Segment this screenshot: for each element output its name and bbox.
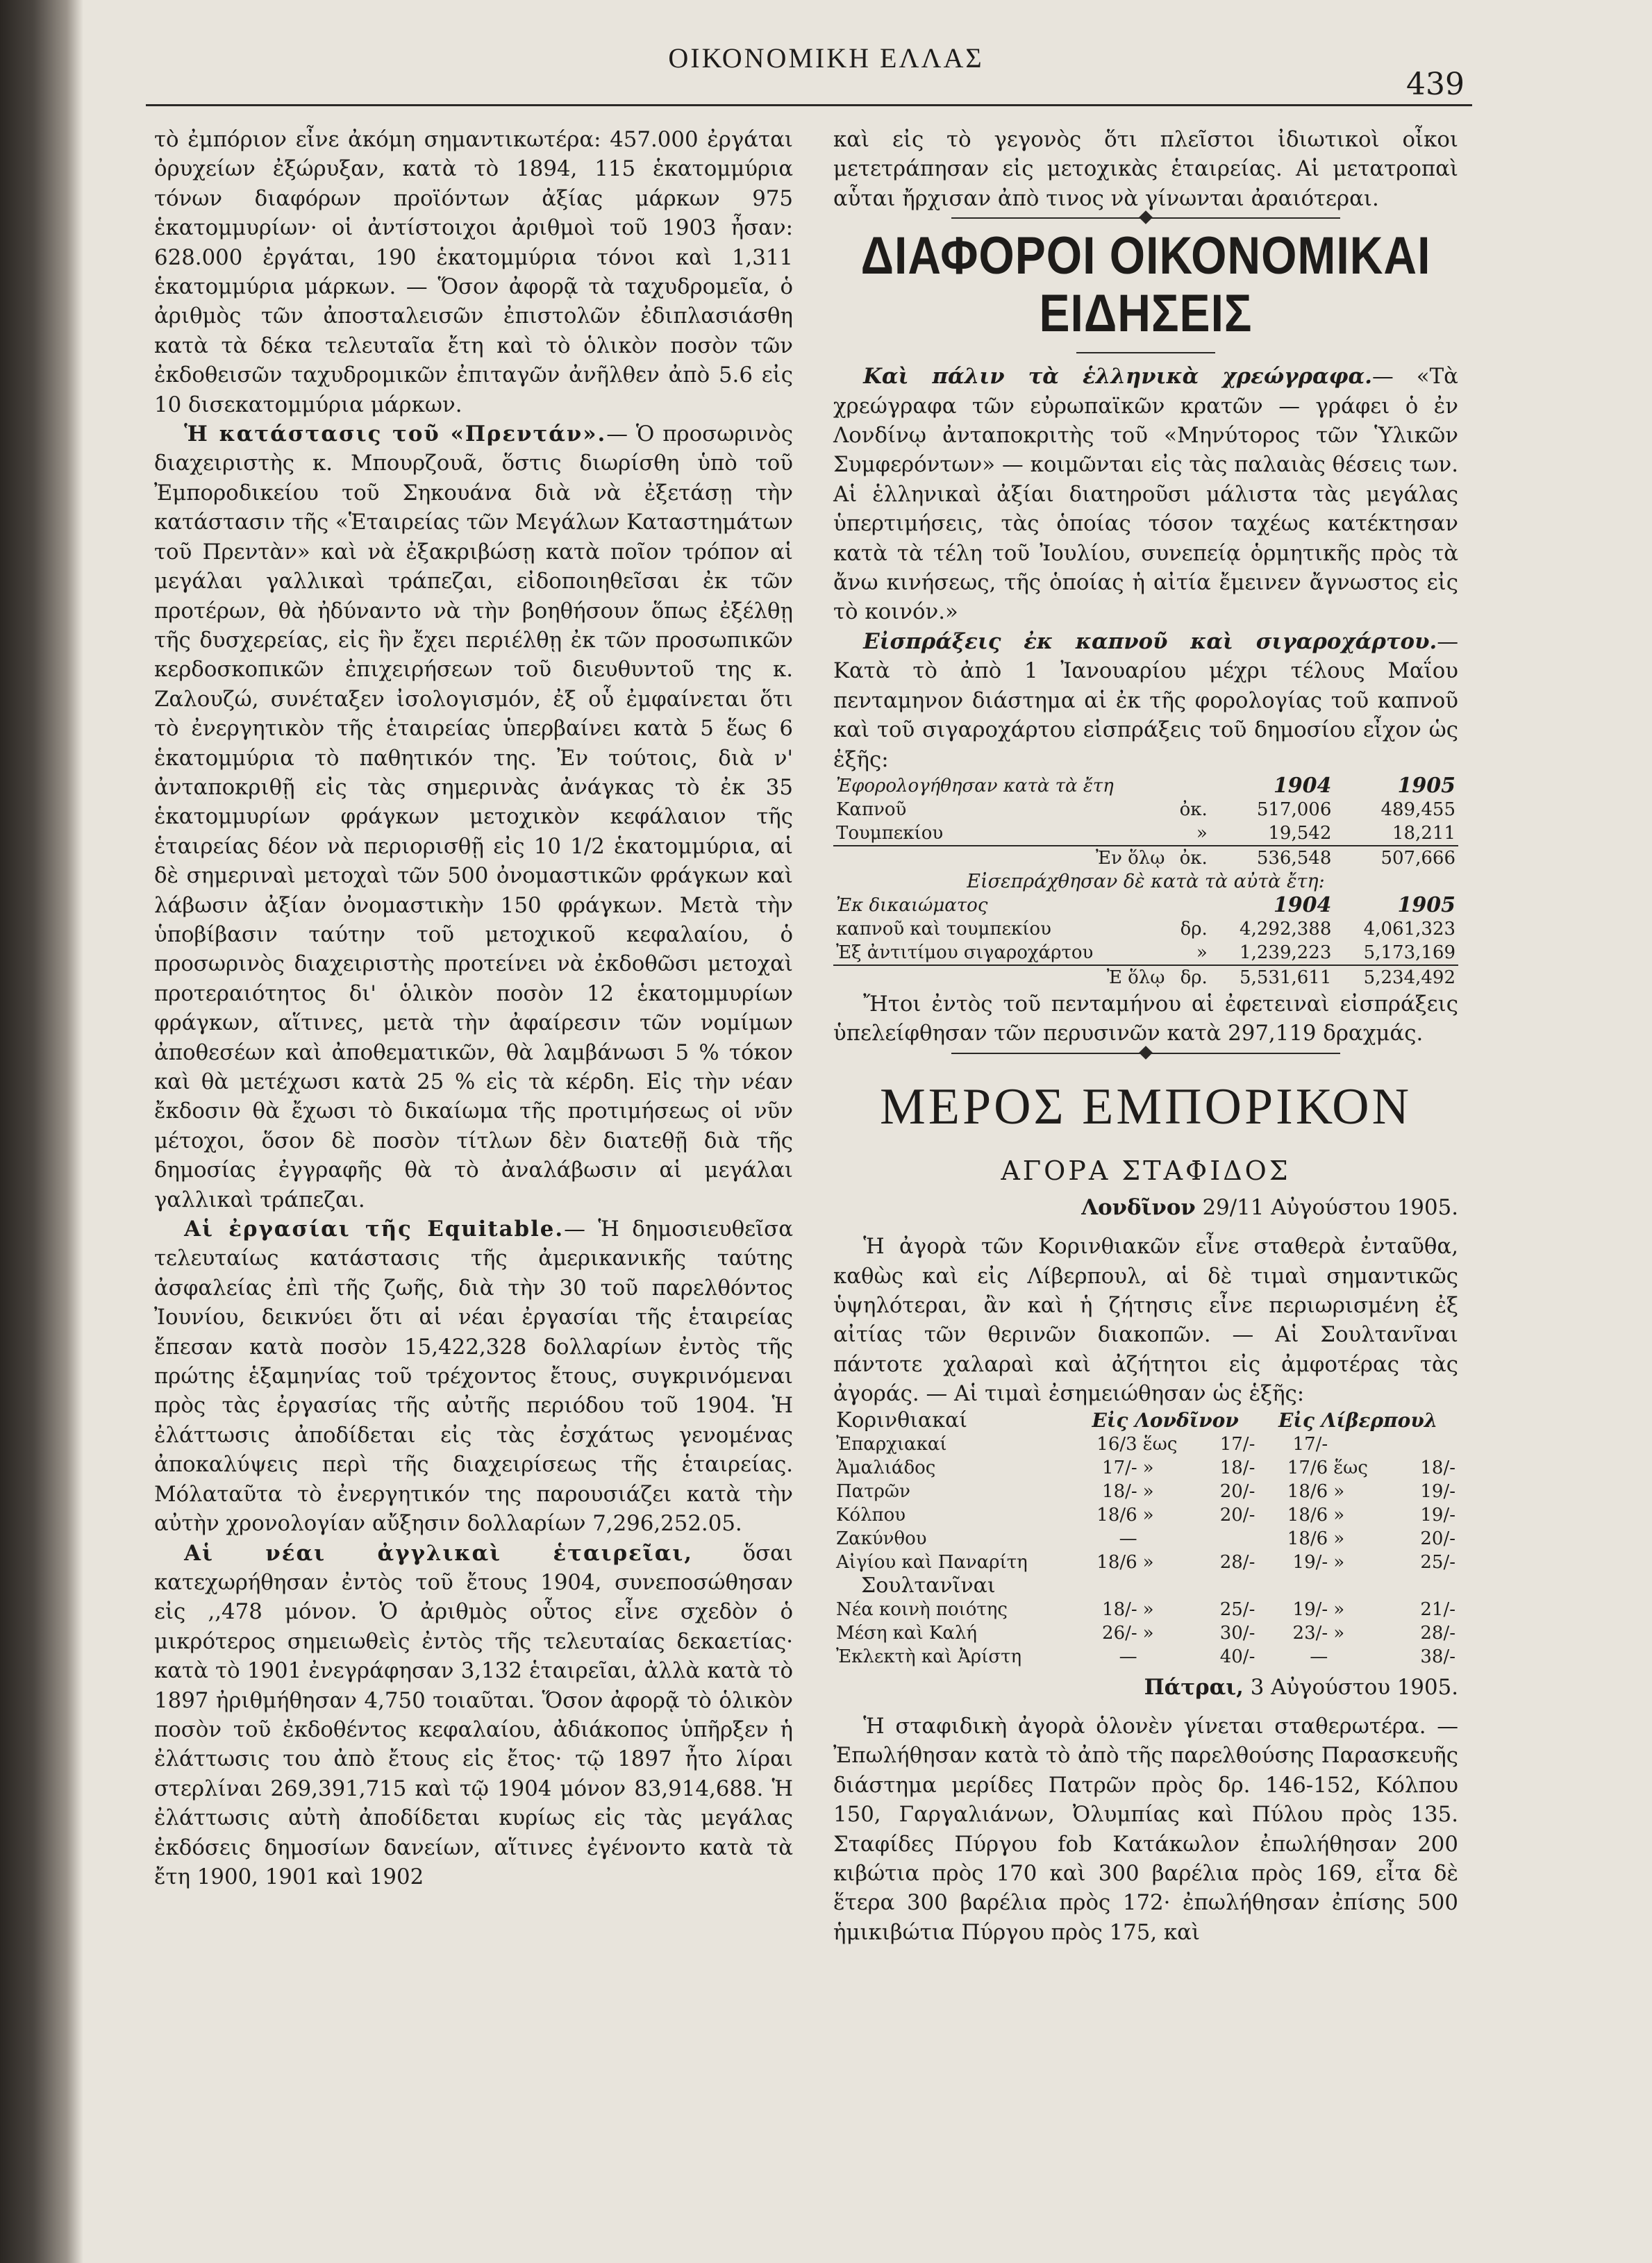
row-unit: »	[1196, 822, 1208, 844]
paragraph-english-companies	[154, 1539, 793, 1892]
liverpool-high: 28/-	[1420, 1622, 1455, 1644]
row-label: Κόλπου	[836, 1504, 906, 1526]
running-title: ΟΙΚΟΝΟΜΙΚΗ ΕΛΛΑΣ	[668, 42, 984, 74]
currant-table-head	[833, 1409, 1458, 1433]
table-row	[833, 1456, 1458, 1480]
total-unit: ὀκ.	[1167, 846, 1210, 870]
total-label: Ἐν ὅλῳ	[833, 846, 1167, 870]
dateline-place: Λονδῖνον	[1081, 1194, 1196, 1220]
row-label: Πατρῶν	[836, 1480, 910, 1502]
table-row	[833, 1433, 1458, 1456]
row-value-b: 489,455	[1380, 799, 1455, 820]
table-row	[833, 798, 1458, 821]
run-in-heading-greek-bonds: Καὶ πάλιν τὰ ἑλληνικὰ χρεώγραφα.	[863, 364, 1372, 390]
dateline-date: 29/11 Αὐγούστου 1905.	[1202, 1194, 1458, 1220]
paragraph-tobacco-body: — Κατὰ τὸ ἀπὸ 1 Ἰανουαρίου μέχρι τέλους Μαΐου πενταμηνον διάστημα αἱ ἐκ τῆς φορολογίας τοῦ καπνοῦ καὶ τοῦ σιγαροχάρτου εἰσπράξεις τοῦ δημοσίου εἶχον ὡς ἑξῆς:	[833, 628, 1458, 772]
total-value-a: 536,548	[1210, 846, 1335, 870]
paragraph-english-companies-body: ὅσαι κατεχωρήθησαν ἐντὸς τοῦ ἔτους 1904, συνεποσώθησαν εἰς ,,478 μόνον. Ὁ ἀριθμὸς οὗτος εἶνε σχεδὸν ὁ μικρότερος σημειωθεὶς ἐντὸς τῆς τελευταίας δεκαετίας· κατὰ τὸ 1901 ἐνεγράφησαν 3,132 ἑταιρεῖαι, ἀλλὰ κατὰ τὸ 1897 ἠριθμήθησαν 4,750 τοιαῦται. Ὅσον ἀφορᾷ τὸ ὁλικὸν ποσὸν τοῦ ἐκδοθέντος κεφαλαίου, ἀδιάκοπος ὑπῆρξεν ἡ ἐλάττωσις του ἀπὸ ἔτους εἰς ἔτος· τῷ 1897 ἦτο λίραι στερλίναι 269,391,715 καὶ τῷ 1904 μόνον 83,914,688. Ἡ ἐλάττωσις αὐτὴ ἀποδίδεται κυρίως εἰς τὰς μεγάλας ἐκδόσεις δημοσίων δανείων, αἵτινες ἐγένοντο κατὰ τὰ ἔτη 1900, 1901 καὶ 1902	[154, 1540, 793, 1889]
liverpool-high: 19/-	[1420, 1480, 1455, 1502]
book-spine-shadow	[0, 0, 83, 2263]
table-row	[833, 1527, 1458, 1551]
liverpool-low: 23/-	[1292, 1622, 1328, 1644]
paragraph-continuation: καὶ εἰς τὸ γεγονὸς ὅτι πλεῖστοι ἰδιωτικοὶ οἶκοι μετετράπησαν εἰς μετοχικὰς ἑταιρείας. Αἱ μετατροπαὶ αὗται ἤρχισαν ἀπὸ τινος νὰ γίνωνται ἀραιότεραι.	[833, 127, 1458, 211]
liverpool-sep	[1330, 1433, 1394, 1456]
table-total-row	[833, 846, 1458, 870]
row-value-a: 1,239,223	[1240, 942, 1332, 963]
table-row	[833, 1503, 1458, 1527]
paragraph-printemps-body: — Ὁ προσωρινὸς διαχειριστὴς κ. Μπουρζουᾶ, ὅστις διωρίσθη ὑπὸ τοῦ Ἐμποροδικείου τοῦ Σηκουάνα διὰ νὰ ἐξετάσῃ τὴν κατάστασιν τῆς «Ἑταιρείας τῶν Μεγάλων Καταστημάτων τοῦ Πρεντὰν» καὶ νὰ ἐξακριβώσῃ κατὰ ποῖον τρόπον αἱ μεγάλαι γαλλικαὶ τράπεζαι, εἰδοποιηθεῖσαι ἐκ τῶν προτέρων, θὰ ἠδύναντο νὰ τὴν βοηθήσουν ὅπως ἐξέλθῃ τῆς δυσχερείας, εἰς ἣν ἔχει περιέλθῃ ἐκ τῶν προσωπικῶν κερδοσκοπικῶν ἐπιχειρήσεων τοῦ διευθυντοῦ της κ. Ζαλουζώ, συνέταξεν ἰσολογισμόν, ἐξ οὗ ἐμφαίνεται ὅτι τὸ ἐνεργητικὸν τῆς ἑταιρείας ὑπερβαίνει κατὰ 5 ἕως 6 ἑκατομμύρια τὸ παθητικόν της. Ἐν τούτοις, διὰ ν' ἀνταποκριθῇ εἰς τὰς σημερινὰς ἀνάγκας τὸ ἐκ 35 ἑκατομμυρίων φράγκων μετοχικὸν κεφάλαιον τῆς ἑταιρείας δέον νὰ περιορισθῇ εἰς 10 1/2 ἑκατομμύρια, αἱ δὲ σημεριναὶ μετοχαὶ τῶν 500 ὀνομαστικῶν φράγκων καὶ λάβωσιν ἀξίαν ὀνομαστικὴν 150 φράγκων. Μετὰ τὴν ὑποβίβασιν ταύτην τοῦ μετοχικοῦ κεφαλαίου, ὁ προσωρινὸς διαχειριστὴς προτείνει νὰ ἐκδοθῶσι μετοχαὶ προτεραιότητος δι' ὁλικὸν ποσὸν 12 ἑκατομμυρίων φράγκων, αἵτινες, μετὰ τὴν ἀφαίρεσιν τῶν νομίμων ἀποθεσέων καὶ ἀποθεματικῶν, θὰ λαμβάνωσι 5 % τόκον καὶ θὰ μετέχωσι κατὰ 25 % εἰς τὰ κέρδη. Εἰς τὴν νέαν ἔκδοσιν θὰ ἔχωσι τὸ δικαίωμα τῆς προτιμήσεως οἱ νῦν μέτοχοι, ὅσον δὲ ποσὸν τίτλων δὲν διατεθῇ διὰ τῆς δημοσίας ἐγγραφῆς θὰ τὸ ἀναλάβωσιν αἱ μεγάλαι γαλλικαὶ τράπεζαι.	[154, 421, 793, 1212]
liverpool-low: 18/6	[1287, 1480, 1328, 1502]
paragraph-patras-market: Ἡ σταφιδικὴ ἀγορὰ ὁλονὲν γίνεται σταθερωτέρα. — Ἐπωλήθησαν κατὰ τὸ ἀπὸ τῆς παρελθούσης Παρασκευῆς διάστημα μερίδες Πατρῶν πρὸς δρ. 146-152, Κόλπου 150, Γαργαλιάνων, Ὀλυμπίας καὶ Πύλου πρὸς 135. Σταφίδες Πύργου fob Κατάκωλον ἐπωλήθησαν 200 κιβώτια πρὸς 170 καὶ 300 βαρέλια πρὸς 169, εἶτα δὲ ἕτερα 300 βαρέλια πρὸς 172· ἐπωλήθησαν ἐπίσης 500 ἡμικιβώτια Πύργου πρὸς 175, καὶ	[833, 1713, 1458, 1945]
liverpool-sep: »	[1333, 1551, 1345, 1573]
row-value-a: 4,292,388	[1240, 918, 1332, 940]
dateline-patras	[833, 1673, 1458, 1702]
london-low: —	[1119, 1528, 1137, 1549]
liverpool-low: 19/-	[1292, 1551, 1328, 1573]
london-high: 28/-	[1219, 1551, 1255, 1573]
paragraph-tax-summary: Ἤτοι ἐντὸς τοῦ πενταμήνου αἱ ἐφετειναὶ εἰσπράξεις ὑπελείφθησαν τῶν περυσινῶν κατὰ 297,119 δραχμάς.	[833, 991, 1458, 1046]
table-total-row	[833, 965, 1458, 989]
currant-price-table	[833, 1409, 1458, 1669]
tax-table-head-label: Ἐφορολογήθησαν κατὰ τὰ ἔτη	[836, 775, 1114, 796]
paragraph-printemps	[154, 419, 793, 1214]
london-sep: »	[1142, 1598, 1154, 1620]
tax-table-head-label-2: Ἐκ δικαιώματος	[836, 894, 988, 916]
liverpool-low: 17/6	[1287, 1457, 1328, 1478]
liverpool-sep: »	[1333, 1480, 1345, 1502]
london-low: 18/-	[1102, 1480, 1137, 1502]
col-group-label: Κορινθιακαί	[836, 1408, 967, 1433]
liverpool-low: 19/-	[1292, 1598, 1328, 1620]
page-number: 439	[1406, 67, 1465, 102]
table-row	[833, 1621, 1458, 1645]
liverpool-high: 20/-	[1420, 1528, 1455, 1549]
left-column	[154, 125, 793, 1892]
row-unit: »	[1196, 942, 1208, 963]
liverpool-low: 18/6	[1287, 1528, 1328, 1549]
london-sep	[1140, 1645, 1199, 1669]
col-london: Εἰς Λονδῖνον	[1092, 1408, 1239, 1432]
london-high: 40/-	[1219, 1646, 1255, 1667]
table-row	[833, 1480, 1458, 1503]
row-value-b: 18,211	[1392, 822, 1455, 844]
paragraph-trade-stats: τὸ ἐμπόριον εἶνε ἀκόμη σημαντικωτέρα: 457.000 ἐργάται ὀρυχείων ἐξώρυξαν, κατὰ τὸ 1894, 115 ἑκατομμύρια τόνων διαφόρων προϊόντων ἀξίας μάρκων 975 ἑκατομμυρίων· οἱ ἀντίστοιχοι ἀριθμοὶ τοῦ 1903 ἦσαν: 628.000 ἐργάται, 190 ἑκατομμύρια τόνοι καὶ 1,311 ἑκατομμύρια μάρκων. — Ὅσον ἀφορᾷ τὰ ταχυδρομεῖα, ὁ ἀριθμὸς τῶν ἀποσταλεισῶν ἐπιστολῶν ἐδιπλασιάσθη κατὰ τὰ δέκα τελευταῖα ἔτη καὶ τὸ ὁλικὸν ποσὸν τῶν ἐκδοθεισῶν ταχυδρομικῶν ἐπιταγῶν ἀνῆλθεν ἀπὸ 5.6 εἰς 10 δισεκατομμύρια μάρκων.	[154, 127, 793, 417]
row-value-b: 5,173,169	[1363, 942, 1455, 963]
section-title-economic-news: ΔΙΑΦΟΡΟΙ ΟΙΚΟΝΟΜΙΚΑΙ ΕΙΔΗΣΕΙΣ	[860, 226, 1431, 343]
london-sep: »	[1142, 1622, 1154, 1644]
row-label: Ἐκλεκτὴ καὶ Ἀρίστη	[836, 1646, 1022, 1667]
run-in-heading-tobacco: Εἰσπράξεις ἐκ καπνοῦ καὶ σιγαροχάρτου.	[863, 628, 1437, 654]
paragraph-equitable	[154, 1214, 793, 1538]
liverpool-low: 17/-	[1292, 1433, 1328, 1455]
london-sep: »	[1142, 1480, 1154, 1502]
london-sep: »	[1142, 1551, 1154, 1573]
row-label: καπνοῦ καὶ τουμπεκίου	[836, 918, 1051, 940]
total-label: Ἐ ὅλῳ	[833, 965, 1167, 989]
short-rule	[1076, 352, 1215, 353]
liverpool-sep: ἕως	[1333, 1457, 1368, 1478]
row-label: Ἐπαρχιακαί	[836, 1433, 947, 1455]
table-row	[833, 1645, 1458, 1669]
row-label: Ἀμαλιάδος	[836, 1457, 936, 1478]
london-high: 30/-	[1219, 1622, 1255, 1644]
row-value-a: 517,006	[1256, 799, 1332, 820]
london-high: 20/-	[1219, 1480, 1255, 1502]
table-row	[833, 1551, 1458, 1574]
row-label: Καπνοῦ	[836, 799, 907, 820]
liverpool-high: 19/-	[1420, 1504, 1455, 1526]
tax-table-subhead	[833, 870, 1458, 894]
london-high: 20/-	[1219, 1504, 1255, 1526]
liverpool-high: 38/-	[1420, 1646, 1455, 1667]
section-separator	[951, 217, 1340, 219]
header-rule	[146, 104, 1472, 106]
dateline2-date: 3 Αὐγούστου 1905.	[1250, 1674, 1458, 1700]
row-label: Τουμπεκίου	[836, 822, 944, 844]
subhead-currant-market: ΑΓΟΡΑ ΣΤΑΦΙΔΟΣ	[1001, 1155, 1291, 1186]
dateline2-place: Πάτραι,	[1144, 1674, 1244, 1700]
london-high: 18/-	[1219, 1457, 1255, 1478]
liverpool-high: 25/-	[1420, 1551, 1455, 1573]
london-low: —	[1119, 1646, 1137, 1667]
section-separator	[951, 1053, 1340, 1054]
tax-table-year-a: 1904	[1273, 773, 1332, 798]
col-liverpool: Εἰς Λίβερπουλ	[1278, 1408, 1438, 1432]
london-sep: »	[1142, 1504, 1154, 1526]
liverpool-sep: »	[1333, 1504, 1345, 1526]
london-high: 25/-	[1219, 1598, 1255, 1620]
liverpool-high	[1394, 1433, 1458, 1456]
tax-table	[833, 774, 1458, 989]
liverpool-sep: »	[1333, 1528, 1345, 1549]
liverpool-high: 18/-	[1420, 1457, 1455, 1478]
london-low: 17/-	[1102, 1457, 1137, 1478]
table-row	[833, 1598, 1458, 1621]
tax-table-year-a-2: 1904	[1273, 892, 1332, 917]
london-low: 18/6	[1096, 1551, 1137, 1573]
currant-table-group2	[833, 1574, 1458, 1598]
liverpool-sep: »	[1333, 1622, 1345, 1644]
total-unit: δρ.	[1167, 965, 1210, 989]
total-value-b: 5,234,492	[1334, 965, 1458, 989]
row-label: Ζακύνθου	[836, 1528, 927, 1549]
table-row	[833, 821, 1458, 846]
london-low: 16/3	[1096, 1433, 1137, 1455]
run-in-heading-printemps: Ἡ κατάστασις τοῦ «Πρεντάν».	[184, 421, 607, 447]
liverpool-low: 18/6	[1287, 1504, 1328, 1526]
london-low: 18/-	[1102, 1598, 1137, 1620]
london-high: 17/-	[1219, 1433, 1255, 1455]
liverpool-sep	[1330, 1645, 1394, 1669]
total-value-b: 507,666	[1334, 846, 1458, 870]
table-row	[833, 941, 1458, 965]
liverpool-high: 21/-	[1420, 1598, 1455, 1620]
table-row	[833, 917, 1458, 941]
tax-table-year-b: 1905	[1397, 773, 1455, 798]
liverpool-low: —	[1310, 1646, 1328, 1667]
run-in-heading-equitable: Αἱ ἐργασίαι τῆς Equitable.	[184, 1217, 565, 1242]
dateline-london	[833, 1193, 1458, 1222]
tax-table-head-2	[833, 894, 1458, 917]
section-title-commercial: ΜΕΡΟΣ ΕΜΠΟΡΙΚΟΝ	[879, 1078, 1412, 1135]
paragraph-tobacco-revenue	[833, 627, 1458, 774]
paragraph-equitable-body: — Ἡ δημοσιευθεῖσα τελευταίως κατάστασις τῆς ἀμερικανικῆς ταύτης ἀσφαλείας ἐπὶ τῆς ζωῆς, διὰ τὴν 30 τοῦ παρελθόντος Ἰουνίου, δεικνύει ὅτι αἱ νέαι ἐργασίαι τῆς ἑταιρείας ἔπεσαν κατὰ ποσὸν 15,422,328 δολλαρίων ἐντὸς τῆς πρώτης ἑξαμηνίας τοῦ τρέχοντος ἔτους, συγκρινόμεναι πρὸς τὰς ἐργασίας τῆς αὐτῆς περιόδου τοῦ 1904. Ἡ ἐλάττωσις ἀποδίδεται εἰς τὰς ἐσχάτως γενομένας ἀποκαλύψεις περὶ τῆς διαχειρίσεως τῆς ἑταιρείας. Μόλαταῦτα τὸ ἐνεργητικόν της παρουσιάζει κατὰ τὴν αὐτὴν χρονολογίαν αὔξησιν δολλαρίων 7,296,252.05.	[154, 1217, 793, 1537]
paragraph-currant-market: Ἡ ἀγορὰ τῶν Κορινθιακῶν εἶνε σταθερὰ ἐνταῦθα, καθὼς καὶ εἰς Λίβερπουλ, αἱ δὲ τιμαὶ σημαντικῶς ὑψηλότεραι, ἂν καὶ ἡ ζήτησις εἶνε περιωρισμένη ἐξ αἰτίας τῶν θερινῶν διακοπῶν. — Αἱ Σουλτανῖναι πάντοτε χαλαραὶ καὶ ἀζήτητοι εἰς ἀμφοτέρας τὰς ἀγοράς. — Αἱ τιμαὶ ἐσημειώθησαν ὡς ἑξῆς:	[833, 1234, 1458, 1407]
liverpool-sep: »	[1333, 1598, 1345, 1620]
row-label: Αἰγίου καὶ Παναρίτη	[836, 1551, 1028, 1573]
group2-label: Σουλτανῖναι	[861, 1573, 996, 1598]
run-in-heading-english-companies: Αἱ νέαι ἀγγλικαὶ ἑταιρεῖαι,	[184, 1540, 694, 1566]
london-sep: »	[1142, 1457, 1154, 1478]
row-label: Ἐξ ἀντιτίμου σιγαροχάρτου	[836, 942, 1094, 963]
row-value-a: 19,542	[1268, 822, 1332, 844]
london-sep: ἕως	[1142, 1433, 1178, 1455]
row-unit: δρ.	[1180, 918, 1208, 940]
london-low: 18/6	[1096, 1504, 1137, 1526]
london-high	[1199, 1527, 1258, 1551]
row-value-b: 4,061,323	[1363, 918, 1455, 940]
row-label: Νέα κοινὴ ποιότης	[836, 1598, 1008, 1620]
tax-table-head	[833, 774, 1458, 798]
total-value-a: 5,531,611	[1210, 965, 1335, 989]
london-sep	[1140, 1527, 1199, 1551]
tax-table-subhead-text: Εἰσεπράχθησαν δὲ κατὰ τὰ αὐτὰ ἔτη:	[967, 870, 1325, 892]
row-unit: ὀκ.	[1179, 799, 1208, 820]
paragraph-greek-bonds	[833, 362, 1458, 627]
london-low: 26/-	[1102, 1622, 1137, 1644]
paragraph-greek-bonds-body: — «Τὰ χρεώγραφα τῶν εὐρωπαϊκῶν κρατῶν — γράφει ὁ ἐν Λονδίνῳ ἀνταποκριτὴς τοῦ «Μηνύτορος τῶν Ὑλικῶν Συμφερόντων» — κοιμῶνται εἰς τὰς παλαιὰς θέσεις των. Αἱ ἑλληνικαὶ ἀξίαι διατηροῦσι μάλιστα τὰς μεγάλας ὑπερτιμήσεις, τὰς ὁποίας τόσον ταχέως κατέκτησαν κατὰ τὰ τέλη τοῦ Ἰουλίου, συνεπείᾳ ὁρμητικῆς πρὸς τὰ ἄνω κινήσεως, τῆς ὁποίας ἡ αἰτία ἔμεινεν ἄγνωστος εἰς τὸ κοινόν.»	[833, 364, 1458, 625]
tax-table-year-b-2: 1905	[1397, 892, 1455, 917]
right-column	[833, 125, 1458, 1947]
row-label: Μέση καὶ Καλή	[836, 1622, 977, 1644]
